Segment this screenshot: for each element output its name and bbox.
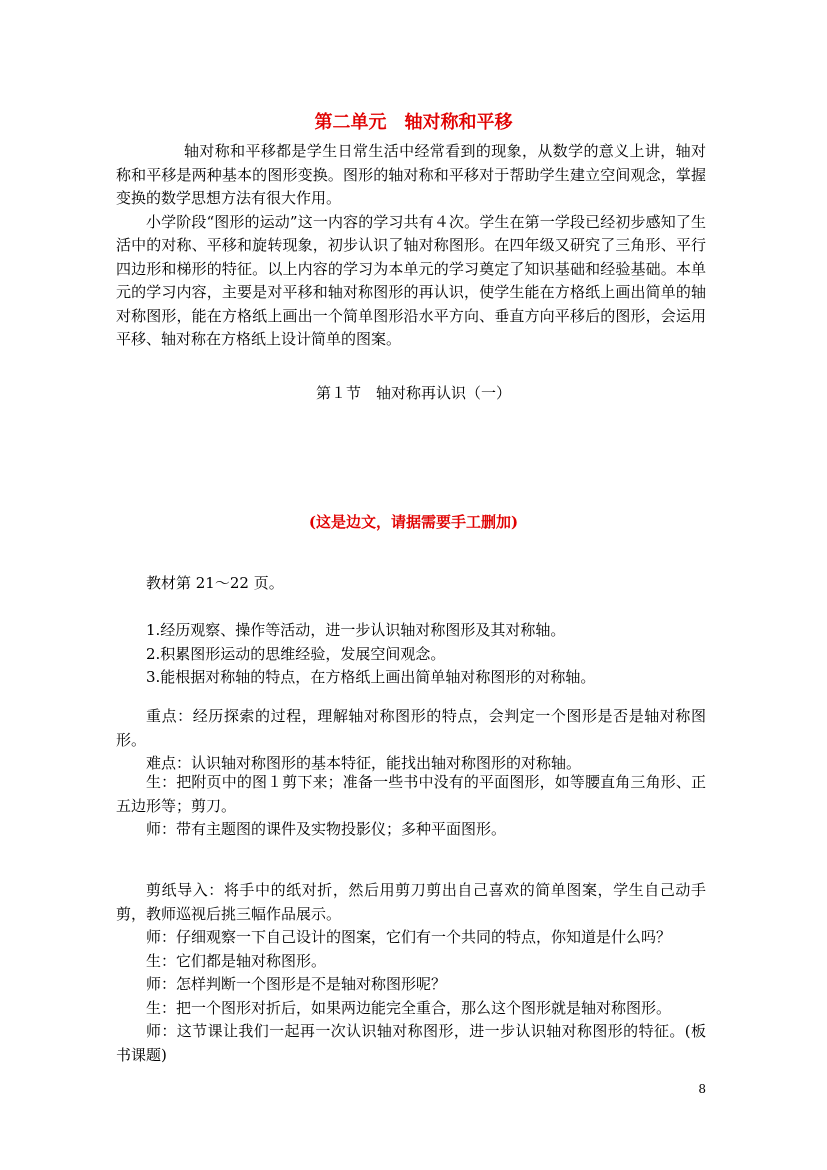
process-line: 师：仔细观察一下自己设计的图案，它们有一个共同的特点，你知道是什么吗？: [146, 928, 672, 946]
unit-intro: [116, 140, 706, 352]
process-line: 师：怎样判断一个图形是不是轴对称图形呢？: [146, 975, 447, 993]
key-difficult-points: [116, 705, 706, 776]
process-line: 剪纸导入：将手中的纸对折，然后用剪刀剪出自己喜欢的简单图案，学生自己动手剪，教师巡视后挑三幅作品展示。: [116, 881, 706, 923]
textbook-pages-block: [116, 572, 706, 596]
section-title: 第１节 轴对称再认识（一）: [315, 384, 511, 402]
teaching-process: [116, 879, 706, 1067]
goal-item: 3.能根据对称轴的特点，在方格纸上画出简单轴对称图形的对称轴。: [146, 668, 596, 686]
teaching-preparation: [116, 771, 706, 842]
difficult-point: 难点：认识轴对称图形的基本特征，能找出轴对称图形的对称轴。: [146, 754, 582, 772]
process-line: 生：它们都是轴对称图形。: [146, 951, 327, 970]
goal-item: 1.经历观察、操作等活动，进一步认识轴对称图形及其对称轴。: [146, 621, 566, 639]
student-preparation: 生：把附页中的图１剪下来；准备一些书中没有的平面图形，如等腰直角三角形、正五边形等；剪刀。: [116, 773, 706, 815]
margin-note: (这是边文，请据需要手工删加): [308, 513, 519, 531]
teaching-goals: [116, 619, 706, 690]
key-point: 重点：经历探索的过程，理解轴对称图形的特点，会判定一个图形是否是轴对称图形。: [116, 707, 706, 749]
textbook-pages: 教材第 21～22 页。: [146, 574, 284, 592]
process-line: 师：这节课让我们一起再一次认识轴对称图形，进一步认识轴对称图形的特征。(板书课题): [116, 1022, 706, 1064]
process-line: 生：把一个图形对折后，如果两边能完全重合，那么这个图形就是轴对称图形。: [146, 998, 672, 1017]
page-number: 8: [698, 1082, 706, 1096]
goal-item: 2.积累图形运动的思维经验，发展空间观念。: [146, 644, 446, 663]
intro-paragraph-1: 轴对称和平移都是学生日常生活中经常看到的现象，从数学的意义上讲，轴对称和平移是两种基本的图形变换。图形的轴对称和平移对于帮助学生建立空间观念，掌握变换的数学思想方法有很大作用。: [116, 142, 706, 207]
unit-title: 第二单元 轴对称和平移: [314, 112, 513, 133]
teacher-preparation: 师：带有主题图的课件及实物投影仪；多种平面图形。: [146, 820, 507, 838]
intro-paragraph-2: 小学阶段“图形的运动”这一内容的学习共有４次。学生在第一学段已经初步感知了生活中的对称、平移和旋转现象，初步认识了轴对称图形。在四年级又研究了三角形、平行四边形和梯形的特征。以上内容的学习为本单元的学习奠定了知识基础和经验基础。本单元的学习内容，主要是对平移和轴对称图形的再认识，使学生能在方格纸上画出简单的轴对称图形，能在方格纸上画出一个简单图形沿水平方向、垂直方向平移后的图形，会运用平移、轴对称在方格纸上设计简单的图案。: [116, 212, 706, 348]
